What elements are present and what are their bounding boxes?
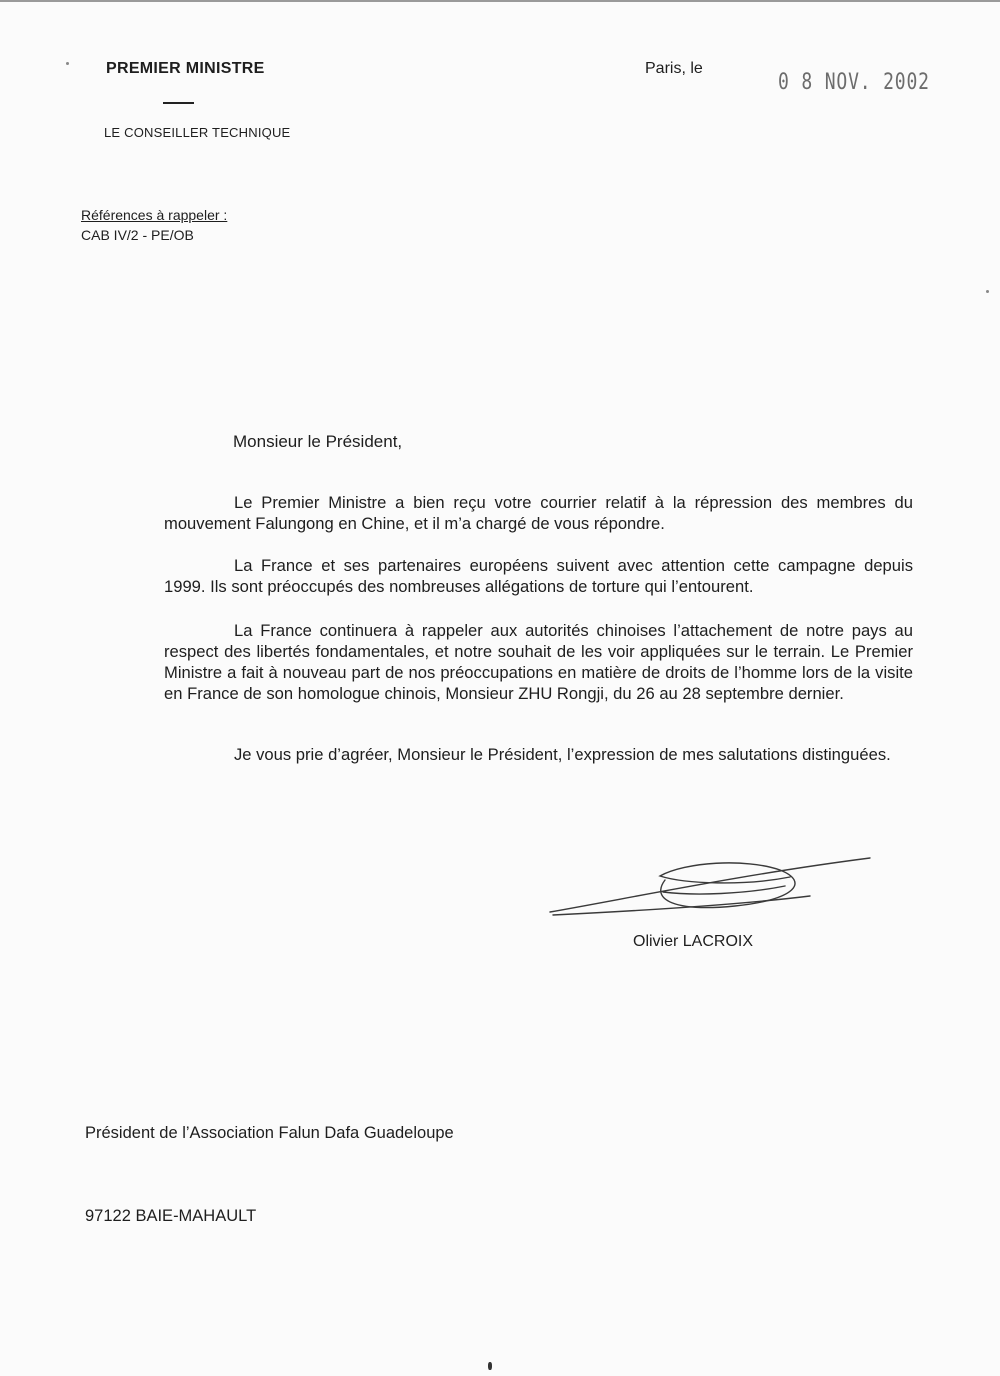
references-label: Références à rappeler : — [81, 207, 228, 223]
handwritten-signature — [545, 852, 875, 922]
paper-speck — [986, 290, 989, 293]
body-paragraph-3: La France continuera à rappeler aux autorités chinoises l’attachement de notre pays au respect des libertés fondamentales, et notre souhait de les voir appliquées sur le terrain. Le Premier Ministre a fait à nouveau part de nos préoccupations en matière de droits de l’homme lors de la visite en France de son homologue chinois, Monsieur ZHU Rongji, du 26 au 28 septembre dernier. — [164, 621, 913, 703]
letterhead-rule — [163, 102, 194, 104]
letterhead-sender: PREMIER MINISTRE — [106, 60, 265, 77]
page-top-edge — [0, 0, 1000, 2]
salutation: Monsieur le Président, — [233, 432, 403, 451]
body-paragraph-1: Le Premier Ministre a bien reçu votre courrier relatif à la répression des membres du mouvement Falungong en Chine, et il m’a chargé de vous répondre. — [164, 493, 913, 533]
letterhead-office: LE CONSEILLER TECHNIQUE — [104, 125, 291, 140]
dateline-place: Paris, le — [645, 60, 703, 77]
paper-speck — [488, 1362, 492, 1370]
date-stamp: 0 8 NOV. 2002 — [778, 70, 930, 95]
references-code: CAB IV/2 - PE/OB — [81, 227, 194, 243]
recipient: Président de l’Association Falun Dafa Guadeloupe — [85, 1124, 454, 1142]
body-paragraph-2: La France et ses partenaires européens suivent avec attention cette campagne depuis 1999. Ils sont préoccupés des nombreuses allégations de torture qui l’entourent. — [164, 556, 913, 596]
signer-name: Olivier LACROIX — [633, 933, 754, 950]
paper-speck — [66, 62, 69, 65]
body-paragraph-4: Je vous prie d’agréer, Monsieur le Président, l’expression de mes salutations distinguées. — [234, 745, 891, 764]
recipient-address: 97122 BAIE-MAHAULT — [85, 1207, 257, 1225]
